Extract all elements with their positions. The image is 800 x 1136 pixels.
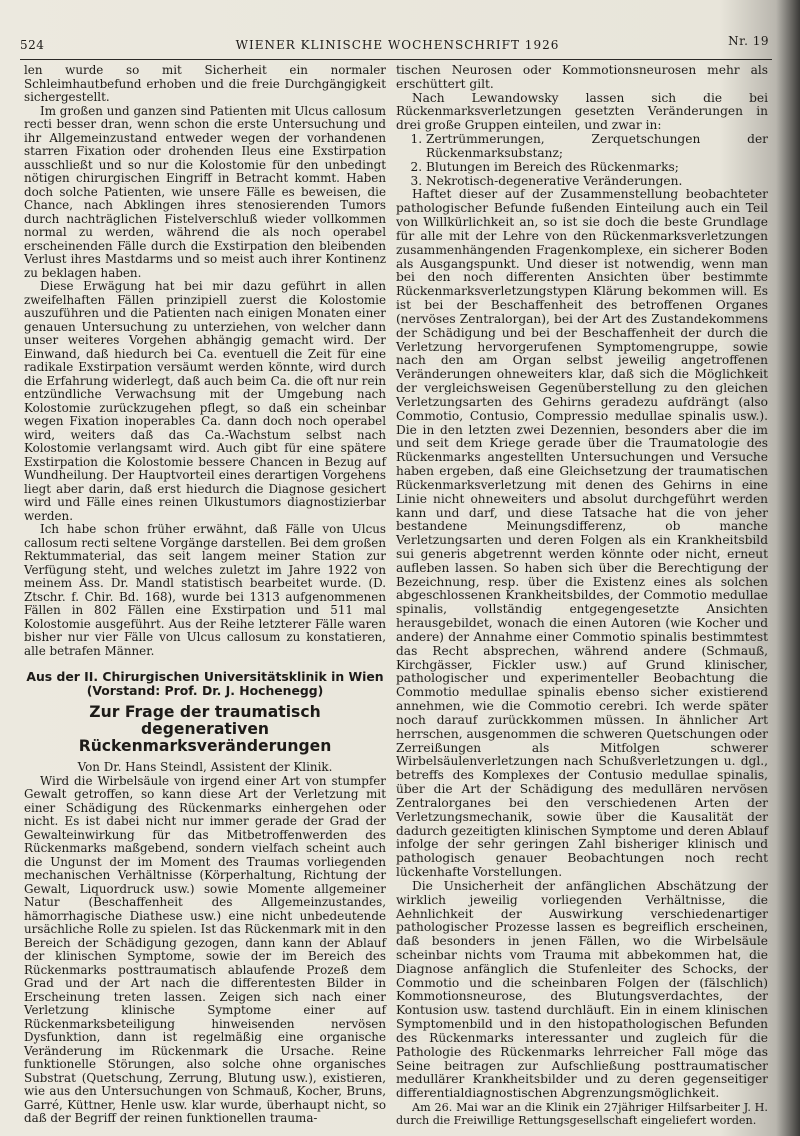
paragraph: Die Unsicherheit der anfänglichen Abschätzung der wirklich jeweilig vorliegenden Verhältnisse, die Aehnlichkeit der Auswirkung verschiedenartiger pathologischer Prozesse lassen es begreiflich erscheinen, daß besonders in jenen Fällen, wo die Wirbelsäule scheinbar nichts vom Trauma mit abbekommen hat, die Diagnose anfänglich die Stufenleiter des Schocks, der Commotio und die scheinbaren Folgen der (fälschlich) Kommotionsneurose, des Blutungsverdachtes, der Kontusion usw. tastend durchläuft. Ein in einem klinischen Symptomenbild und in den histopathologischen Befunden des Rückenmarks interessanter und zugleich für die Pathologie des Rückenmarks lehrreicher Fall möge das Seine beitragen zur Aufschließung posttraumatischer medullärer Krankheitsbilder und zu deren gegenseitiger differentialdiagnostischen Abgrenzungsmöglichkeit. xyxy=(396,878,768,1101)
list-item: 1. Zertrümmerungen, Zerquetschungen der Rückenmarksubstanz; xyxy=(426,133,768,161)
institution-chair: (Vorstand: Prof. Dr. J. Hochenegg) xyxy=(86,683,324,698)
paragraph: Nach Lewandowsky lassen sich die bei Rückenmarksverletzungen gesetzten Veränderungen in drei große Gruppen einteilen, und zwar in: xyxy=(396,90,768,133)
issue-number: Nr. 19 xyxy=(728,34,769,48)
case-paragraph: Am 26. Mai war an die Klinik ein 27jähriger Hilfsarbeiter J. H. durch die Freiwillige Rettungsgesellschaft eingeliefert worden. xyxy=(396,1101,768,1128)
article-title xyxy=(24,704,386,755)
paragraph: Wird die Wirbelsäule von irgend einer Art von stumpfer Gewalt getroffen, so kann diese Art der Verletzung mit einer Schädigung des Rückenmarks einhergehen oder nicht. Es ist dabei nicht nur immer gerade der Grad der Gewalteinwirkung für das Mitbetroffenwerden des Rückenmarks maßgebend, sondern vielfach scheint auch die Ungunst der im Moment des Traumas vorliegenden mechanischen Verhältnisse (Körperhaltung, Richtung der Gewalt, Liquordruck usw.) sowie Momente allgemeiner Natur (Beschaffenheit des Allgemeinzustandes, hämorrhagische Diathese usw.) eine nicht unbedeutende ursächliche Rolle zu spielen. Ist das Rückenmark mit in den Bereich der Schädigung gezogen, dann kann der Ablauf der klinischen Symptome, sowie der im Bereich des Rückenmarks posttraumatisch ablaufende Prozeß dem Grad und der Art nach die differentesten Bilder in Erscheinung treten lassen. Zeigen sich nach einer Verletzung klinische Symptome einer auf Rückenmarksbeteiligung hinweisenden nervösen Dysfunktion, dann ist regelmäßig eine organische Veränderung im Rückenmark die Ursache. Reine funktionelle Störungen, also solche ohne organisches Substrat (Quetschung, Zerrung, Blutung usw.), existieren, wie aus den Untersuchungen von Schmauß, Kocher, Bruns, Garré, Küttner, Henle usw. klar wurde, überhaupt nicht, so daß der Begriff der reinen funktionellen trauma- xyxy=(24,773,386,1125)
header-rule xyxy=(20,59,772,60)
institution-line: Aus der II. Chirurgischen Universitätsklinik in Wien xyxy=(26,669,384,684)
paragraph: Haftet dieser auf der Zusammenstellung beobachteter pathologischer Befunde fußenden Einteilung auch ein Teil von Willkürlichkeit an, so ist sie doch die beste Grundlage für alle mit der Lehre von den Rückenmarksverletzungen zusammenhängenden Fragenkomplexe, ein sicherer Boden als Ausgangspunkt. Und dieser ist notwendig, wenn man bei den noch differenten Ansichten über bestimmte Rückenmarksverletzungstypen Klärung bekommen will. Es ist bei der Beschaffenheit des betroffenen Organes (nervöses Zentralorgan), bei der Art des Zustandekommens der Schädigung und bei der Beschaffenheit der durch die Verletzung hervorgerufenen Symptomengruppe, sowie nach den am Organ selbst jeweilig angetroffenen Veränderungen ohneweiters klar, daß sich die Möglichkeit der vergleichsweisen Gegenüberstellung zu den gleichen Verletzungsarten des Gehirns geradezu aufdrängt (also Commotio, Contusio, Compressio medullae spinalis usw.). Die in den letzten zwei Dezennien, besonders aber die im und seit dem Kriege gerade über die Traumatologie des Rückenmarks angestellten Untersuchungen und Versuche haben ergeben, daß eine Gleichsetzung der traumatischen Rückenmarksverletzung mit denen des Gehirns in eine Linie nicht ohneweiters und absolut durchgeführt werden kann und darf, und diese Tatsache hat die von jeher bestandene Meinungsdifferenz, ob manche Verletzungsarten und deren Folgen als ein Krankheitsbild sui generis abgetrennt werden könnte oder nicht, erneut aufleben lassen. So haben sich über die Berechtigung der Bezeichnung, resp. über die Existenz eines als solchen abgeschlossenen Krankheitsbildes, der Commotio medullae spinalis, vollständig entgegengesetzte Ansichten herausgebildet, wonach die einen Autoren (wie Kocher und andere) der Annahme einer Commotio spinalis bestimmtest das Recht absprechen, während andere (Schmauß, Kirchgässer, Fickler usw.) auf Grund klinischer, pathologischer und experimenteller Beobachtung die Commotio medullae spinalis ebenso sicher existierend annehmen, wie die Commotio cerebri. Ich werde später noch darauf zurückkommen müssen. In ähnlicher Art herrschen, ausgenommen die schweren Quetschungen oder Zerreißungen als Mitfolgen schwerer Wirbelsäulenverletzungen nach Schußverletzungen u. dgl., betreffs des Komplexes der Contusio medullae spinalis, über die Art der Schädigung des medullären nervösen Zentralorganes bei den verschiedenen Arten der Verletzungsmechanik, sowie über die Kausalität der dadurch gezeitigten klinischen Symptome und deren Ablauf infolge der sehr geringen Zahl bisheriger klinisch und pathologisch genauer Beobachtungen noch recht lückenhafte Vorstellungen. xyxy=(396,187,768,880)
classification-list xyxy=(396,133,768,188)
article-author: Von Dr. Hans Steindl, Assistent der Klinik. xyxy=(77,760,333,774)
paragraph: Im großen und ganzen sind Patienten mit Ulcus callosum recti besser dran, wenn schon die erste Untersuchung und ihr Allgemeinzustand entweder wegen der vorhandenen starren Fixation oder drohenden Ileus eine Exstirpation ausschließt und so nur die Kolostomie für den unbedingt nötigen chirurgischen Eingriff in Betracht kommt. Haben doch solche Patienten, wie unsere Fälle es beweisen, die Chance, nach Abklingen ihres stenosierenden Tumors durch nachträglichen Fistelverschluß wieder vollkommen normal zu werden, während die als noch operabel erscheinenden Fälle durch die Exstirpation den bleibenden Verlust ihres Mastdarms und so meist auch ihrer Kontinenz zu beklagen haben. xyxy=(24,103,386,280)
list-item: 2. Blutungen im Bereich des Rückenmarks; xyxy=(426,161,768,175)
paragraph: tischen Neurosen oder Kommotionsneurosen mehr als erschüttert gilt. xyxy=(396,63,768,91)
article-institution xyxy=(24,670,386,698)
list-item: 3. Nekrotisch-degenerative Veränderungen. xyxy=(426,175,768,189)
left-column xyxy=(24,64,386,1126)
paragraph: len wurde so mit Sicherheit ein normaler Schleimhautbefund erhoben und die freie Durchgängigkeit sichergestellt. xyxy=(24,63,386,104)
journal-title: WIENER KLINISCHE WOCHENSCHRIFT 1926 xyxy=(235,38,560,52)
page-number: 524 xyxy=(20,38,45,52)
page-header xyxy=(20,34,775,56)
right-column xyxy=(396,64,768,1127)
paragraph: Diese Erwägung hat bei mir dazu geführt in allen zweifelhaften Fällen prinzipiell zuerst die Kolostomie auszuführen und die Patienten nach einigen Monaten einer genauen Untersuchung zu unterziehen, von welcher dann unser weiteres Vorgehen abhängig gemacht wird. Der Einwand, daß hiedurch bei Ca. eventuell die Zeit für eine radikale Exstirpation versäumt werden könnte, wird durch die Erfahrung widerlegt, daß auch beim Ca. die oft nur rein entzündliche Verwachsung mit der Umgebung nach Kolostomie zurückzugehen pflegt, so daß ein scheinbar wegen Fixation inoperables Ca. dann doch noch operabel wird, weiters daß das Ca.-Wachstum selbst nach Kolostomie verlangsamt wird. Auch gibt für eine spätere Exstirpation die Kolostomie bessere Chancen in Bezug auf Wundheilung. Der Hauptvorteil eines derartigen Vorgehens liegt aber darin, daß erst hiedurch die Diagnose gesichert wird und Fälle eines reinen Ulkustumors diagnostizierbar werden. xyxy=(24,279,386,523)
paragraph: Ich habe schon früher erwähnt, daß Fälle von Ulcus callosum recti seltene Vorgänge darstellen. Bei dem großen Rektummaterial, das seit langem meiner Station zur Verfügung steht, und welches zuletzt im Jahre 1922 von meinem Ass. Dr. Mandl statistisch bearbeitet wurde. (D. Ztschr. f. Chir. Bd. 168), wurde bei 1313 aufgenommenen Fällen in 802 Fällen eine Exstirpation und 511 mal Kolostomie ausgeführt. Aus der Reihe letzterer Fälle waren bisher nur vier Fälle von Ulcus callosum zu konstatieren, alle betrafen Männer. xyxy=(24,522,386,658)
title-line-1: Zur Frage der traumatisch degenerativen xyxy=(89,703,321,738)
title-line-2: Rückenmarksveränderungen xyxy=(78,737,332,755)
